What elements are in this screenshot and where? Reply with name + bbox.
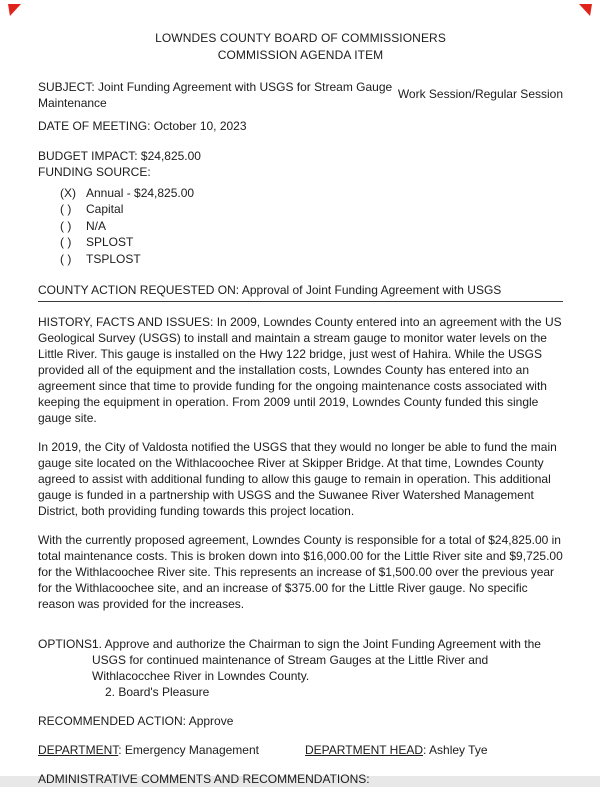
department-head-value: : Ashley Tye xyxy=(423,743,488,758)
budget-label: BUDGET IMPACT: xyxy=(38,149,138,163)
checkbox-unchecked: ( ) xyxy=(60,202,72,217)
options-section xyxy=(38,636,563,700)
document-header xyxy=(38,30,563,64)
recommended-action-label: RECOMMENDED ACTION: xyxy=(38,714,187,729)
funding-source-label: FUNDING SOURCE: xyxy=(38,165,151,179)
funding-option-label: Annual - $24,825.00 xyxy=(86,186,195,200)
department-head-line xyxy=(305,742,488,758)
options-label: OPTIONS: xyxy=(38,637,96,652)
options-items xyxy=(92,636,563,700)
org-title: LOWNDES COUNTY BOARD OF COMMISSIONERS xyxy=(155,31,446,45)
funding-option-na xyxy=(60,218,563,234)
checkbox-unchecked: ( ) xyxy=(60,218,72,233)
subject-label: SUBJECT: xyxy=(38,80,95,94)
department-value: : Emergency Management xyxy=(118,743,259,758)
funding-option-tsplost xyxy=(60,251,563,267)
checkbox-unchecked: ( ) xyxy=(60,235,72,250)
budget-value: $24,825.00 xyxy=(140,149,201,163)
administrative-comments-label: ADMINISTRATIVE COMMENTS AND RECOMMENDATIONS: xyxy=(38,772,370,787)
county-action-label: COUNTY ACTION REQUESTED ON: xyxy=(38,283,240,298)
date-value: October 10, 2023 xyxy=(153,119,247,133)
funding-option-annual xyxy=(60,185,563,201)
options-item-2: 2. Board's Pleasure xyxy=(105,685,210,700)
county-action-value: Approval of Joint Funding Agreement with USGS xyxy=(241,283,502,298)
history-paragraph-3: With the currently proposed agreement, Lowndes County is responsible for a total of $24,825.00 in total maintenance costs. This is broken down into $16,000.00 for the Little River site and $9,725.00 for the Withlacoochee River site. This represents an increase of $1,500.00 over the previous year for the Withlacoochee site, and an increase of $375.00 for the Little River gauge. No specific reason was provided for the increases. xyxy=(38,533,563,612)
options-item-1: 1. Approve and authorize the Chairman to sign the Joint Funding Agreement with the USGS for continued maintenance of Stream Gauges at the Little River and Withlacocchee River in Lowndes County. xyxy=(92,637,541,684)
subject-session-row xyxy=(38,64,563,111)
session-type: Work Session/Regular Session xyxy=(397,87,563,101)
document-type-title: COMMISSION AGENDA ITEM xyxy=(217,48,384,62)
department-row xyxy=(38,742,563,758)
department-line xyxy=(38,742,305,758)
subject-value: Joint Funding Agreement with USGS for Stream Gauge Maintenance xyxy=(38,80,393,110)
funding-source-list xyxy=(60,185,563,267)
recommended-action-value: Approve xyxy=(188,714,234,729)
date-label: DATE OF MEETING: xyxy=(38,119,151,133)
funding-option-capital xyxy=(60,201,563,217)
budget-impact-line xyxy=(38,148,563,164)
funding-option-label: SPLOST xyxy=(86,235,134,250)
recommended-action-line xyxy=(38,713,563,729)
history-paragraph-2: In 2019, the City of Valdosta notified the USGS that they would no longer be able to fund the main gauge site located on the Withlacoochee River at Skipper Bridge. At that time, Lowndes County agreed to assist with additional funding to allow this gauge to remain in operation. This additional gauge is funded in a partnership with USGS and the Suwanee River Watershed Management District, both providing funding towards this project location. xyxy=(38,440,557,519)
checkbox-unchecked: ( ) xyxy=(60,251,72,266)
checkbox-checked: (X) xyxy=(60,186,76,200)
county-action-requested-line xyxy=(38,282,563,302)
funding-option-label: TSPLOST xyxy=(86,251,141,266)
department-head-label: DEPARTMENT HEAD xyxy=(305,743,424,758)
subject-line xyxy=(38,79,398,111)
department-label: DEPARTMENT xyxy=(38,743,119,758)
funding-option-label: Capital xyxy=(86,202,124,217)
funding-option-label: N/A xyxy=(86,218,107,233)
funding-option-splost xyxy=(60,234,563,250)
date-of-meeting-line xyxy=(38,118,563,134)
history-paragraph-1: HISTORY, FACTS AND ISSUES: In 2009, Lowndes County entered into an agreement with the US Geological Survey (USGS) to install and maintain a stream gauge to monitor water levels on the Little River. This gauge is installed on the Hwy 122 bridge, just west of Hahira. While the USGS provided all of the equipment and the installation costs, Lowndes County has entered into an agreement since that time to provide funding for the ongoing maintenance costs associated with keeping the equipment in operation. From 2009 until 2019, Lowndes County funded this single gauge site. xyxy=(38,315,562,426)
